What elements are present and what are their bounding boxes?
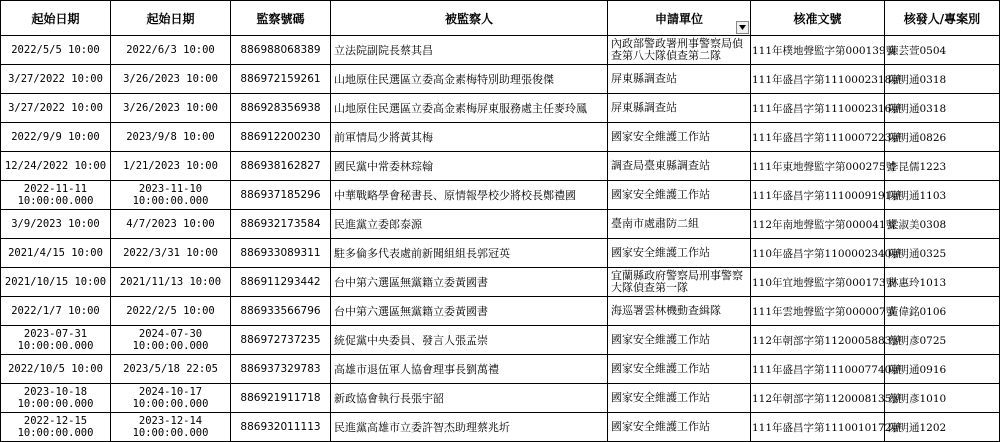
table-row <box>1 297 1000 326</box>
cell-issuer[interactable]: 林惠玲1013 <box>885 268 1000 297</box>
cell-applicant[interactable]: 宜蘭縣政府警察局刑事警察大隊偵查第一隊 <box>608 268 751 297</box>
cell-monitor-no[interactable]: 886972159261 <box>231 65 331 94</box>
cell-monitor-no[interactable]: 886932173584 <box>231 210 331 239</box>
header-issuer[interactable]: 核發人/專案別 <box>885 1 1000 36</box>
cell-subject[interactable]: 高雄市退伍軍人協會理事長劉萬禮 <box>331 355 608 384</box>
cell-issuer[interactable]: 陳明通0826 <box>885 123 1000 152</box>
cell-start-date[interactable]: 2022/5/5 10:00 <box>1 36 111 65</box>
cell-approval-doc[interactable]: 112年南地聲監字第000041號 <box>751 210 885 239</box>
cell-applicant[interactable]: 國家安全維護工作站 <box>608 326 751 355</box>
cell-approval-doc[interactable]: 111年盛昌字第1110002316號 <box>751 94 885 123</box>
cell-monitor-no[interactable]: 886972737235 <box>231 326 331 355</box>
cell-subject[interactable]: 台中第六選區無黨籍立委黃國書 <box>331 297 608 326</box>
table-row <box>1 94 1000 123</box>
cell-subject[interactable]: 山地原住民選區立委高金素梅特別助理張俊傑 <box>331 65 608 94</box>
cell-issuer[interactable]: 黃偉銘0106 <box>885 297 1000 326</box>
header-applicant-label: 申請單位 <box>654 11 703 26</box>
cell-end-date[interactable]: 1/21/2023 10:00 <box>111 152 231 181</box>
cell-subject[interactable]: 山地原住民選區立委高金素梅屏東服務處主任麥玲鳳 <box>331 94 608 123</box>
cell-applicant[interactable]: 調查局臺東縣調查站 <box>608 152 751 181</box>
cell-issuer[interactable]: 陳明通0318 <box>885 94 1000 123</box>
cell-start-date[interactable]: 12/24/2022 10:00 <box>1 152 111 181</box>
table-row <box>1 268 1000 297</box>
cell-applicant[interactable]: 內政部警政署刑事警察局偵查第八大隊偵查第二隊 <box>608 36 751 65</box>
cell-monitor-no[interactable]: 886933089311 <box>231 239 331 268</box>
cell-start-date[interactable]: 2023-10-18 10:00:00.000 <box>1 384 111 413</box>
cell-start-date[interactable]: 2022/9/9 10:00 <box>1 123 111 152</box>
cell-applicant[interactable]: 屏東縣調查站 <box>608 65 751 94</box>
cell-issuer[interactable]: 李昆儒1223 <box>885 152 1000 181</box>
cell-subject[interactable]: 民進黨立委郎泰源 <box>331 210 608 239</box>
table-row <box>1 152 1000 181</box>
cell-end-date[interactable]: 2022/6/3 10:00 <box>111 36 231 65</box>
cell-end-date[interactable]: 2021/11/13 10:00 <box>111 268 231 297</box>
cell-applicant[interactable]: 國家安全維護工作站 <box>608 239 751 268</box>
cell-monitor-no[interactable]: 886932011113 <box>231 413 331 442</box>
cell-monitor-no[interactable]: 886988068389 <box>231 36 331 65</box>
table-row <box>1 181 1000 210</box>
cell-applicant[interactable]: 國家安全維護工作站 <box>608 413 751 442</box>
cell-approval-doc[interactable]: 112年朝部字第1120008135號 <box>751 384 885 413</box>
cell-subject[interactable]: 統促黨中央委員、發言人張孟崇 <box>331 326 608 355</box>
cell-monitor-no[interactable]: 886921911718 <box>231 384 331 413</box>
header-row <box>1 1 1000 36</box>
cell-approval-doc[interactable]: 111年盛昌字第1110009191號 <box>751 181 885 210</box>
cell-approval-doc[interactable]: 110年盛昌字第1100002340號 <box>751 239 885 268</box>
header-applicant[interactable] <box>608 1 751 36</box>
header-start-date-2[interactable]: 起始日期 <box>111 1 231 36</box>
cell-monitor-no[interactable]: 886937185296 <box>231 181 331 210</box>
cell-start-date[interactable]: 2022/1/7 10:00 <box>1 297 111 326</box>
cell-issuer[interactable]: 蔡明彥0725 <box>885 326 1000 355</box>
cell-issuer[interactable]: 梁淑美0308 <box>885 210 1000 239</box>
cell-monitor-no[interactable]: 886938162827 <box>231 152 331 181</box>
cell-end-date[interactable]: 2022/3/31 10:00 <box>111 239 231 268</box>
cell-issuer[interactable]: 陳明通0916 <box>885 355 1000 384</box>
header-start-date-1[interactable]: 起始日期 <box>1 1 111 36</box>
cell-applicant[interactable]: 國家安全維護工作站 <box>608 123 751 152</box>
table-row <box>1 65 1000 94</box>
cell-monitor-no[interactable]: 886937329783 <box>231 355 331 384</box>
cell-applicant[interactable]: 臺南市處肅防二組 <box>608 210 751 239</box>
cell-end-date[interactable]: 2023-12-14 10:00:00.000 <box>111 413 231 442</box>
header-approval-doc[interactable]: 核准文號 <box>751 1 885 36</box>
cell-monitor-no[interactable]: 886928356938 <box>231 94 331 123</box>
cell-approval-doc[interactable]: 111年盛昌字第1110007740號 <box>751 355 885 384</box>
cell-approval-doc[interactable]: 111年盛昌字第1110010172號 <box>751 413 885 442</box>
cell-issuer[interactable]: 陳明通0325 <box>885 239 1000 268</box>
cell-approval-doc[interactable]: 111年盛昌字第1110002318號 <box>751 65 885 94</box>
cell-subject[interactable]: 中華戰略學會秘書長、原情報學校少將校長鄭禮國 <box>331 181 608 210</box>
cell-end-date[interactable]: 3/26/2023 10:00 <box>111 65 231 94</box>
filter-dropdown-button[interactable] <box>736 21 749 34</box>
cell-issuer[interactable]: 陳明通1202 <box>885 413 1000 442</box>
cell-end-date[interactable]: 2024-10-17 10:00:00.000 <box>111 384 231 413</box>
table-row <box>1 413 1000 442</box>
cell-approval-doc[interactable]: 111年盛昌字第1110007223號 <box>751 123 885 152</box>
cell-end-date[interactable]: 4/7/2023 10:00 <box>111 210 231 239</box>
cell-subject[interactable]: 前軍情局少將黃其梅 <box>331 123 608 152</box>
cell-end-date[interactable]: 2023-11-10 10:00:00.000 <box>111 181 231 210</box>
table-row <box>1 355 1000 384</box>
table-row <box>1 239 1000 268</box>
table-row <box>1 326 1000 355</box>
cell-applicant[interactable]: 海巡署雲林機動查緝隊 <box>608 297 751 326</box>
cell-approval-doc[interactable]: 110年宜地聲監字第000173號 <box>751 268 885 297</box>
cell-monitor-no[interactable]: 886911293442 <box>231 268 331 297</box>
header-monitor-no[interactable]: 監察號碼 <box>231 1 331 36</box>
cell-end-date[interactable]: 3/26/2023 10:00 <box>111 94 231 123</box>
cell-start-date[interactable]: 2022-12-15 10:00:00.000 <box>1 413 111 442</box>
cell-end-date[interactable]: 2023/5/18 22:05 <box>111 355 231 384</box>
cell-subject[interactable]: 駐多倫多代表處前新聞組組長郭冠英 <box>331 239 608 268</box>
cell-start-date[interactable]: 3/9/2023 10:00 <box>1 210 111 239</box>
cell-subject[interactable]: 新政協會執行長張宇韶 <box>331 384 608 413</box>
cell-start-date[interactable]: 2022/10/5 10:00 <box>1 355 111 384</box>
cell-subject[interactable]: 台中第六選區無黨籍立委黃國書 <box>331 268 608 297</box>
cell-start-date[interactable]: 2021/4/15 10:00 <box>1 239 111 268</box>
cell-applicant[interactable]: 國家安全維護工作站 <box>608 181 751 210</box>
cell-start-date[interactable]: 2021/10/15 10:00 <box>1 268 111 297</box>
cell-start-date[interactable]: 3/27/2022 10:00 <box>1 94 111 123</box>
cell-monitor-no[interactable]: 886933566796 <box>231 297 331 326</box>
chevron-down-icon <box>739 25 746 30</box>
cell-approval-doc[interactable]: 111年東地聲監字第000275號 <box>751 152 885 181</box>
cell-start-date[interactable]: 3/27/2022 10:00 <box>1 65 111 94</box>
cell-subject[interactable]: 立法院副院長蔡其昌 <box>331 36 608 65</box>
table-row <box>1 210 1000 239</box>
cell-issuer[interactable]: 蔡明彥1010 <box>885 384 1000 413</box>
cell-subject[interactable]: 國民黨中常委林琮翰 <box>331 152 608 181</box>
cell-end-date[interactable]: 2022/2/5 10:00 <box>111 297 231 326</box>
table-row <box>1 384 1000 413</box>
cell-start-date[interactable]: 2023-07-31 10:00:00.000 <box>1 326 111 355</box>
cell-end-date[interactable]: 2024-07-30 10:00:00.000 <box>111 326 231 355</box>
cell-approval-doc[interactable]: 111年雲地聲監字第000007號 <box>751 297 885 326</box>
cell-monitor-no[interactable]: 886912200230 <box>231 123 331 152</box>
cell-subject[interactable]: 民進黨高雄市立委許智杰助理蔡兆圻 <box>331 413 608 442</box>
cell-issuer[interactable]: 陳明通0318 <box>885 65 1000 94</box>
cell-applicant[interactable]: 國家安全維護工作站 <box>608 384 751 413</box>
cell-applicant[interactable]: 國家安全維護工作站 <box>608 355 751 384</box>
cell-start-date[interactable]: 2022-11-11 10:00:00.000 <box>1 181 111 210</box>
cell-end-date[interactable]: 2023/9/8 10:00 <box>111 123 231 152</box>
table-row <box>1 123 1000 152</box>
cell-issuer[interactable]: 陳明通1103 <box>885 181 1000 210</box>
cell-issuer[interactable]: 陳芸萱0504 <box>885 36 1000 65</box>
cell-approval-doc[interactable]: 111年樸地聲監字第000139號 <box>751 36 885 65</box>
cell-approval-doc[interactable]: 112年朝部字第1120005883號 <box>751 326 885 355</box>
header-subject[interactable]: 被監察人 <box>331 1 608 36</box>
cell-applicant[interactable]: 屏東縣調查站 <box>608 94 751 123</box>
table-row <box>1 36 1000 65</box>
